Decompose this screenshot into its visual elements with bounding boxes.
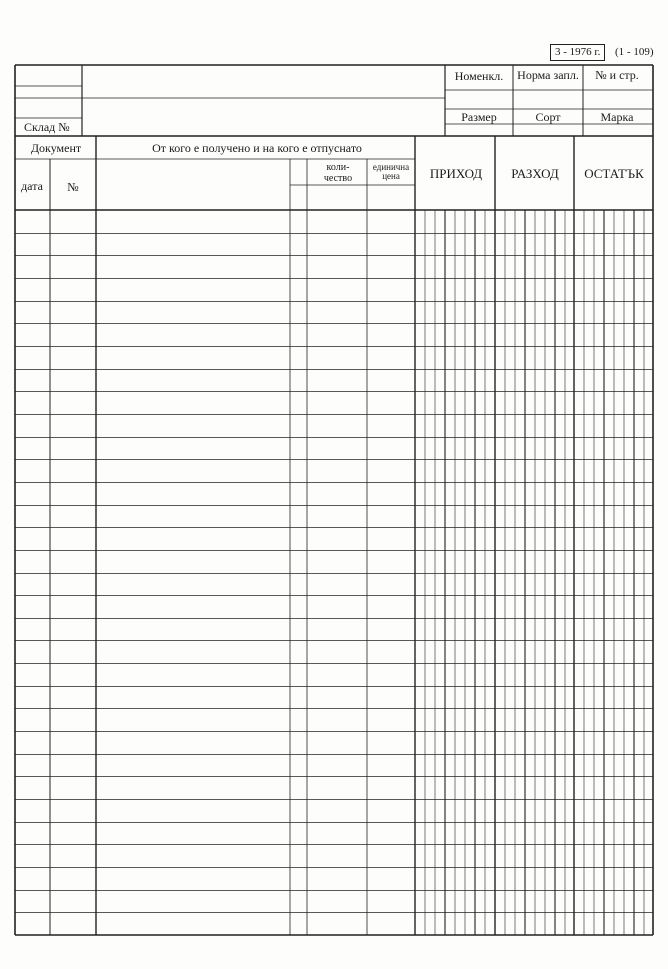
warehouse-label: Склад № — [24, 120, 70, 134]
unit-price-label: единична цена — [372, 162, 410, 182]
expense-label: РАЗХОД — [511, 166, 559, 181]
date-label: дата — [21, 179, 43, 193]
size-label: Размер — [461, 110, 497, 124]
number-page-label: № и стр. — [595, 68, 639, 82]
income-label: ПРИХОД — [429, 166, 483, 181]
from-to-label: От кого е получено и на кого е отпуснато — [152, 141, 362, 155]
stock-norm-label: Норма запл. — [517, 68, 579, 82]
balance-label: ОСТАТЪК — [584, 166, 644, 181]
form-code: 3 - 1976 г. — [550, 44, 605, 61]
form-number: (1 - 109) — [615, 46, 654, 58]
document-label: Документ — [30, 141, 82, 155]
grade-label: Сорт — [535, 110, 561, 124]
doc-number-label: № — [67, 180, 79, 194]
brand-label: Марка — [600, 110, 634, 124]
nomenclature-label: Номенкл. — [454, 69, 504, 83]
quantity-label: коли- чество — [323, 162, 353, 184]
